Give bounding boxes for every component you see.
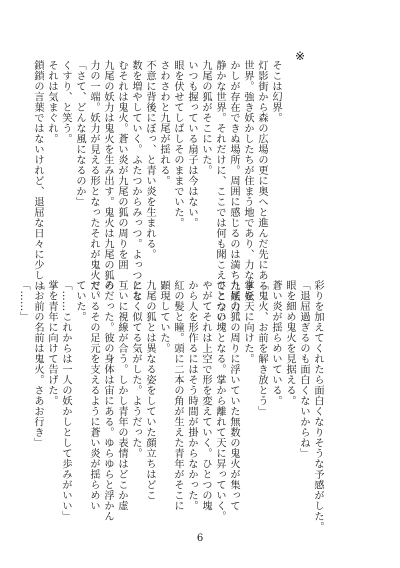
text-column: 数を増やしていく。ふたつからみっつ。よっつにと <box>130 60 141 302</box>
text-column: さわさわと九尾が揺れる。 <box>158 60 169 186</box>
text-column: そこは幻界。 <box>270 60 281 123</box>
text-column: いつも握っている扇子は今はない。 <box>186 60 197 228</box>
text-column: ていた。 <box>74 280 85 322</box>
text-column: 世界。強き妖かしたちが住まう地であり、力なき妖 <box>242 60 253 302</box>
text-column: 眼を伏せてしばしそのままでいた。 <box>172 60 183 228</box>
text-column: 「退屈過ぎるのも面白くないからね」 <box>298 280 309 459</box>
text-column: むそれは鬼火。蒼い炎が九尾の狐の周りを囲 <box>116 60 127 270</box>
text-column: 掌を青年に向けて告げた。 <box>46 280 57 406</box>
text-column: 眼を細め鬼火を見据える。 <box>284 280 295 406</box>
text-column: かしが存在できぬ場所。周囲に感じるのは満ちた妖力。 <box>228 60 239 323</box>
text-column: 彩りを加えてくれたら面白くなりそうな予感がした。 <box>312 280 323 532</box>
bottom-text-block <box>18 280 324 532</box>
text-column: 「……」 <box>18 280 29 322</box>
text-column: くすり、と笑う。 <box>60 60 71 144</box>
text-column: 九尾の狐の周りに浮いていた無数の鬼火が集って <box>228 280 239 511</box>
text-column: 「お前の名前は鬼火。さあお行き」 <box>32 280 43 448</box>
text-column: 「鬼火、お前を解き放とう」 <box>256 280 267 417</box>
text-column: ひとつの塊となる。掌から離れて天に昇っていく。 <box>214 280 225 522</box>
text-column: でいるその足元を支えるように蒼い炎が揺らめい <box>88 280 99 511</box>
text-column: 顕現していた。 <box>158 280 169 354</box>
page-number: 6 <box>196 533 204 544</box>
text-column: 掌を天に向けた。 <box>242 280 253 364</box>
section-mark: ※ <box>295 49 306 63</box>
text-column: 静かな世界。それだけに、ここでは何も聞こえてこない。 <box>214 60 225 333</box>
text-column: から人を形作るにはそう時間が掛からなかった。 <box>186 280 197 511</box>
text-column: 不意に背後にぼっ、と青い炎を生まれる。 <box>144 60 155 260</box>
text-column: 灯影街から森の広場の更に奥へと進んだ先にある <box>256 60 267 291</box>
text-column: 互いに視線が合う。しかし青年の表情はどこか虚 <box>116 280 127 511</box>
text-column: 蒼い炎が揺らめいている。 <box>270 280 281 406</box>
text-column: 紅の髪と瞳。頭に二本の角が生えた青年がそこに <box>172 280 183 511</box>
text-column: となく似てる気がした。ようだった。 <box>130 280 141 459</box>
text-column: ろだった。彼の身体は宙にある。ゆらゆらと浮かん <box>102 280 113 522</box>
text-column: 九尾の狐とは異なる姿をしていた顔立ちはどこ <box>144 280 155 501</box>
text-column: 力の一端。妖力が見える形となったそれが鬼火だ。 <box>88 60 99 302</box>
text-column: 鎖鎖の言葉ではないけれど、退屈な日々に少しは <box>32 60 43 291</box>
text-column: 「さて、どんな風になるのか」 <box>74 60 85 207</box>
text-column: 「……これからは一人の妖かしとして歩みがいい」 <box>60 280 71 522</box>
text-column: 九尾の狐がそこにいた。 <box>200 60 211 176</box>
text-column: 九尾の妖力は鬼火を生み出す。鬼火は九尾の狐の <box>102 60 113 291</box>
text-column: やがてそれは上空で形を変えていく。ひとつの塊 <box>200 280 211 511</box>
text-column: それは気まぐれ。 <box>46 60 57 144</box>
